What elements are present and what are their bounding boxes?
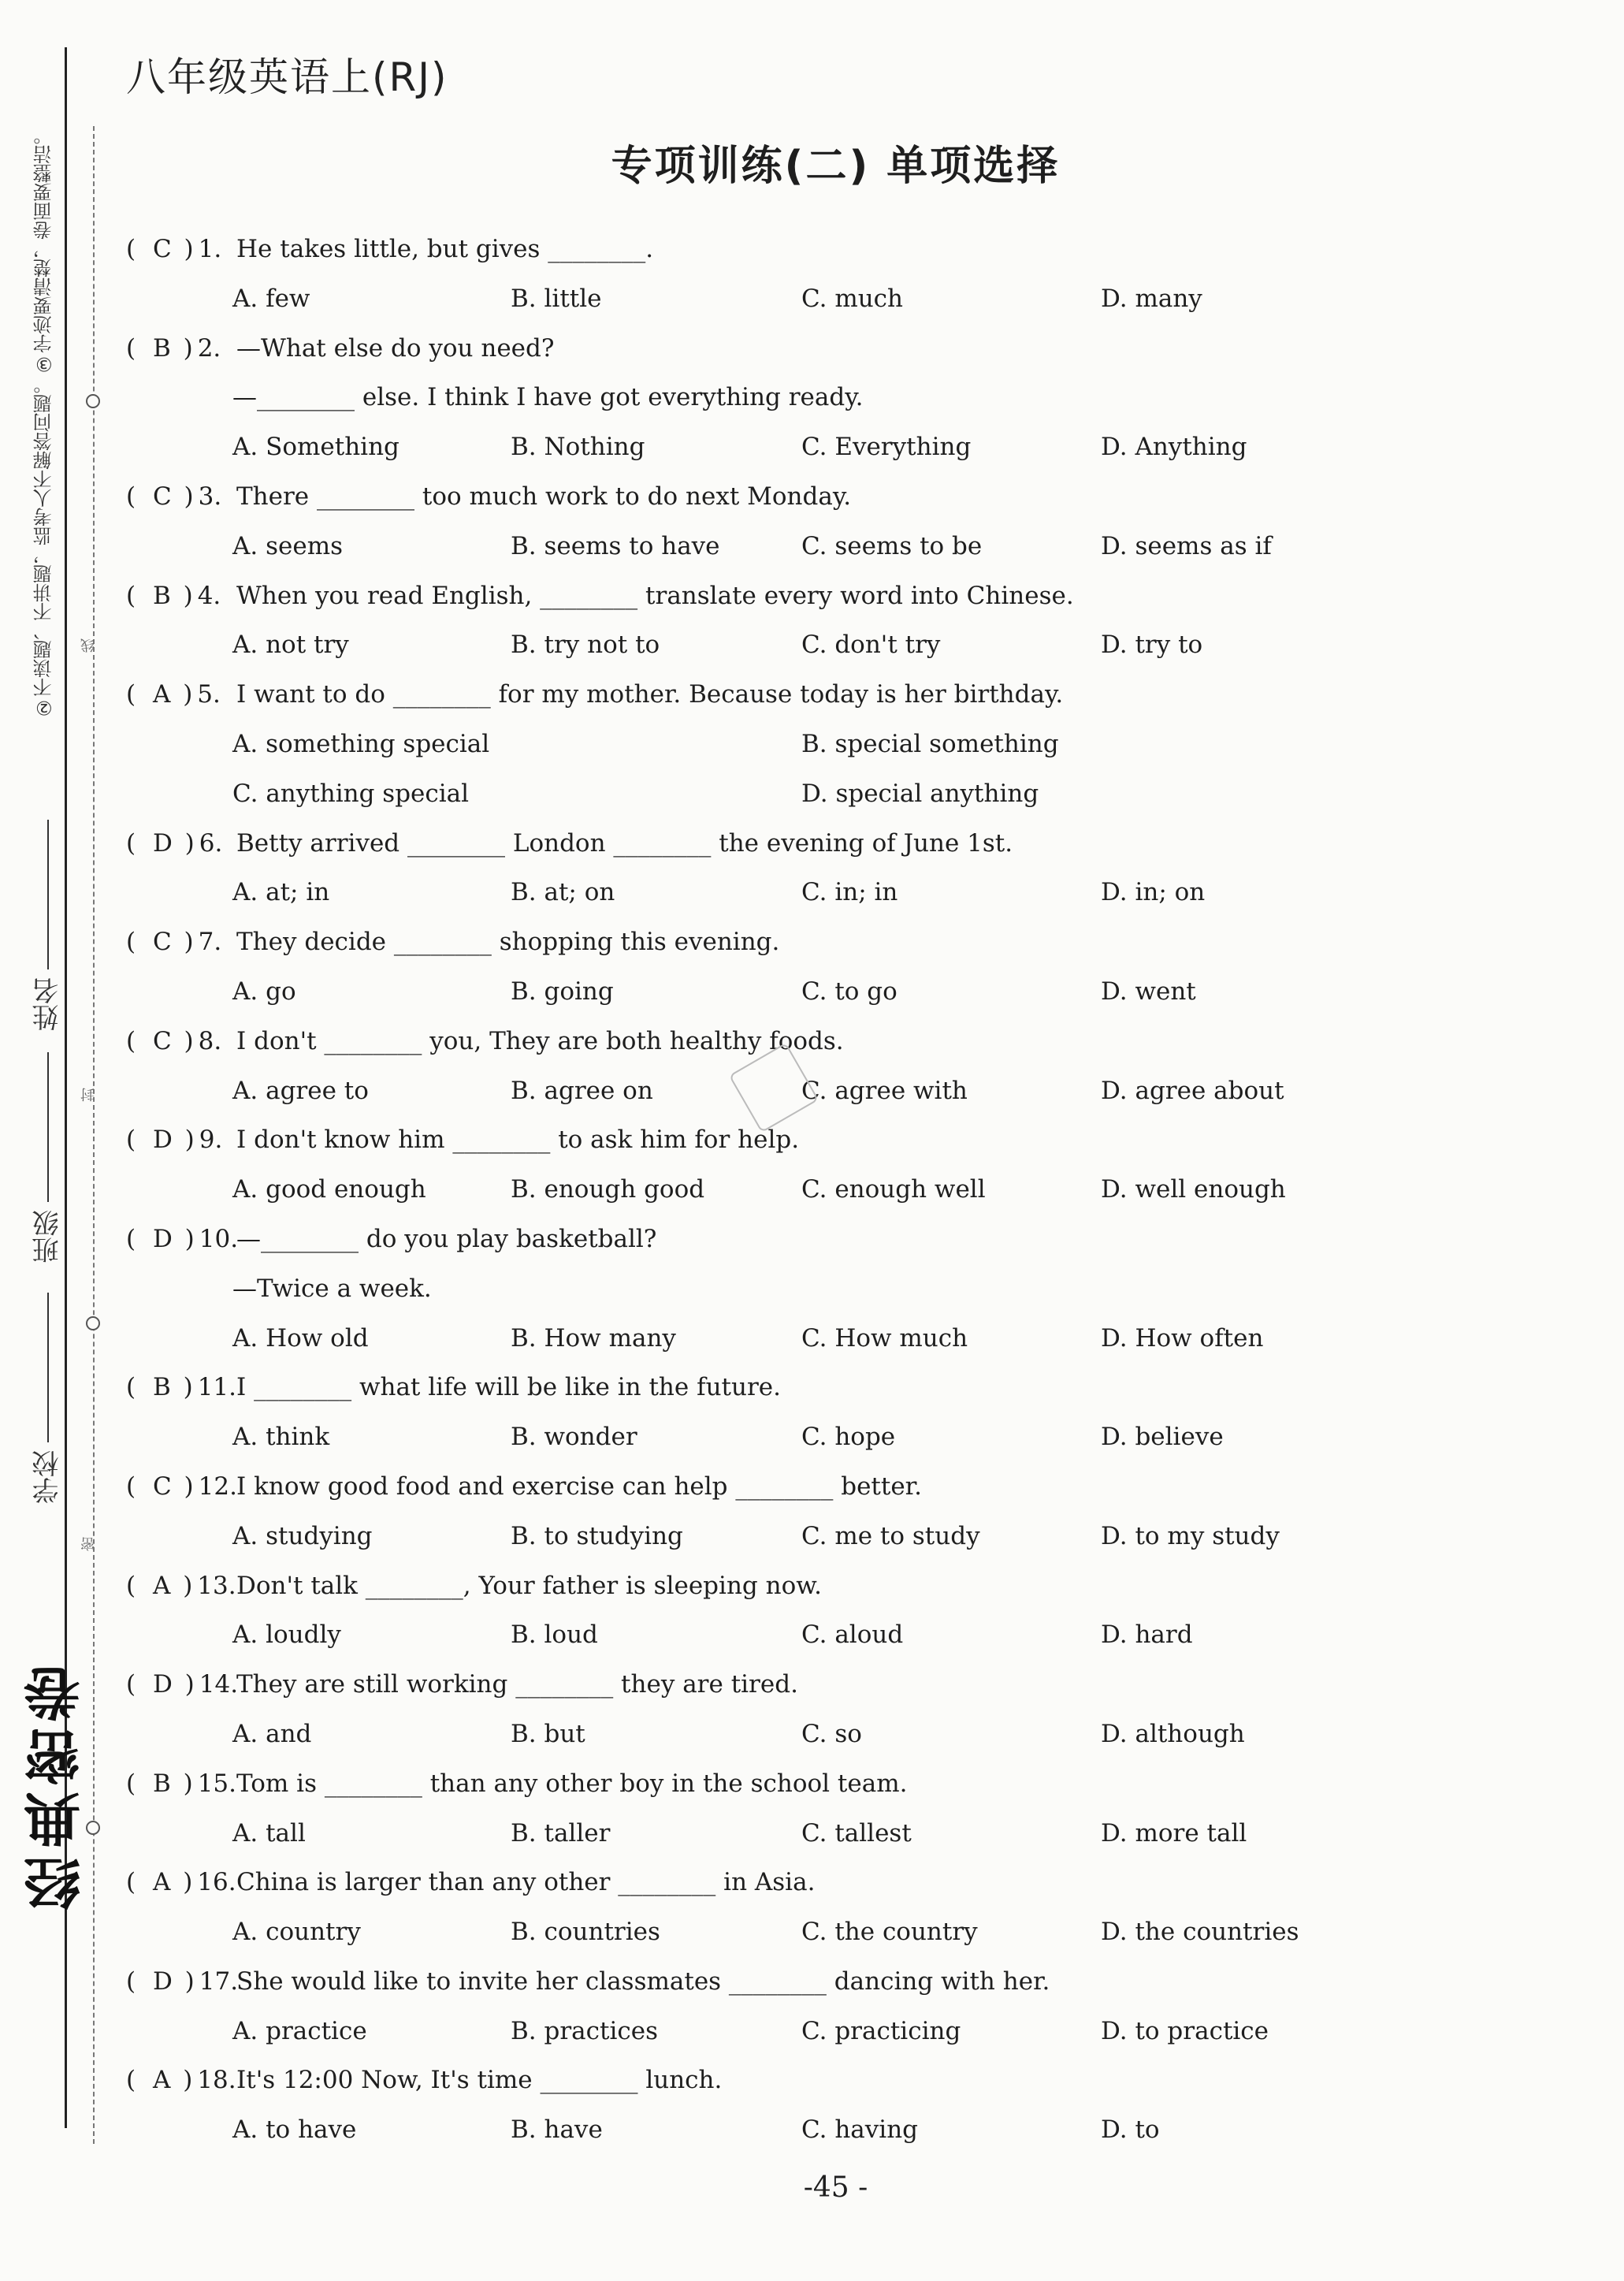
answer-marker: ( C )8. — [126, 1017, 236, 1066]
answer-marker: ( A )13. — [126, 1561, 236, 1611]
option-d: D. Anything — [1101, 433, 1247, 462]
answer-letter: C — [152, 928, 172, 957]
stem-text: I don't ________ you, They are both healthy foods. — [236, 1026, 844, 1055]
class-blank[interactable] — [47, 1052, 49, 1202]
option-c: C. enough well — [801, 1175, 986, 1204]
question-number: 12. — [198, 1472, 237, 1501]
option-d: D. believe — [1101, 1423, 1224, 1452]
option-b: B. Nothing — [511, 433, 645, 462]
option-a: A. country — [232, 1918, 361, 1947]
question-item — [126, 1115, 1560, 1215]
answer-letter: B — [152, 1373, 171, 1402]
option-c: C. tallest — [801, 1818, 912, 1847]
stem-text: China is larger than any other ________ in Asia. — [236, 1868, 816, 1897]
question-stem — [126, 571, 1560, 621]
option-a: A. How old — [232, 1323, 369, 1353]
question-stem — [126, 819, 1560, 869]
question-stem-continued: —Twice a week. — [232, 1274, 432, 1303]
question-item — [126, 1561, 1560, 1661]
stem-text: I want to do ________ for my mother. Because today is her birthday. — [236, 680, 1064, 709]
option-b: B. try not to — [511, 631, 660, 660]
option-c: C. me to study — [801, 1521, 980, 1550]
question-number: 18. — [197, 2066, 236, 2095]
option-d: D. many — [1101, 284, 1202, 313]
question-stem — [126, 324, 1560, 374]
question-item — [126, 1660, 1560, 1759]
option-d: D. agree about — [1101, 1076, 1284, 1105]
options-row — [126, 1412, 1560, 1462]
option-d: D. to my study — [1101, 1521, 1280, 1550]
option-c: C. Everything — [801, 433, 972, 462]
options-row — [126, 868, 1560, 917]
option-a: A. practice — [232, 2016, 367, 2045]
answer-marker: ( C )1. — [126, 225, 236, 274]
option-d: D. special anything — [801, 779, 1039, 808]
question-number: 1. — [198, 235, 222, 263]
stem-text: Tom is ________ than any other boy in the school team. — [236, 1769, 908, 1798]
option-c: C. anything special — [232, 779, 470, 808]
option-b: B. wonder — [511, 1423, 637, 1452]
question-stem — [126, 1957, 1560, 2007]
answer-letter: D — [152, 1967, 173, 1996]
stem-text: Betty arrived ________ London ________ the evening of June 1st. — [236, 828, 1013, 858]
option-b: B. at; on — [511, 878, 615, 907]
stem-text: Don't talk ________, Your father is sleeping now. — [236, 1571, 822, 1600]
options-row — [126, 422, 1560, 472]
page-number: -45 - — [803, 2171, 868, 2204]
stem-text: They decide ________ shopping this evening. — [236, 928, 780, 957]
question-number: 5. — [197, 680, 221, 709]
answer-marker: ( D )6. — [126, 819, 236, 869]
answer-marker: ( C )12. — [126, 1462, 236, 1512]
option-d: D. the countries — [1101, 1918, 1299, 1947]
option-d: D. try to — [1101, 631, 1203, 660]
option-c: C. don't try — [801, 631, 941, 660]
options-row — [126, 1165, 1560, 1215]
option-b: B. but — [511, 1719, 585, 1748]
options-row — [126, 1610, 1560, 1660]
option-b: B. little — [511, 284, 602, 313]
answer-marker: ( B )2. — [126, 324, 236, 374]
question-stem — [126, 1017, 1560, 1066]
question-number: 6. — [199, 828, 223, 858]
question-stem — [126, 1115, 1560, 1165]
options-row — [126, 1809, 1560, 1859]
option-a: A. something special — [232, 729, 490, 758]
answer-marker: ( C )7. — [126, 917, 236, 967]
option-c: C. much — [801, 284, 904, 313]
option-d: D. although — [1101, 1719, 1245, 1748]
question-item — [126, 1215, 1560, 1363]
question-number: 9. — [199, 1126, 223, 1155]
options-row — [126, 769, 1560, 819]
question-stem — [126, 670, 1560, 720]
option-d: D. well enough — [1101, 1175, 1286, 1204]
name-label: 姓名 — [32, 977, 64, 1031]
stem-text: I know good food and exercise can help ________ better. — [236, 1472, 922, 1501]
options-row — [126, 620, 1560, 670]
question-stem — [126, 917, 1560, 967]
option-c: C. having — [801, 2115, 919, 2145]
answer-letter: A — [152, 1868, 171, 1897]
question-stem — [126, 472, 1560, 522]
answer-letter: B — [152, 333, 171, 363]
stem-text: I ________ what life will be like in the future. — [236, 1373, 781, 1402]
question-item — [126, 917, 1560, 1017]
question-number: 7. — [198, 928, 222, 957]
question-item — [126, 1363, 1560, 1462]
option-a: A. agree to — [232, 1076, 369, 1105]
answer-marker: ( D )9. — [126, 1115, 236, 1165]
answer-marker: ( A )18. — [126, 2056, 236, 2105]
stem-text: I don't know him ________ to ask him for help. — [236, 1126, 800, 1155]
options-row — [126, 1512, 1560, 1561]
question-item — [126, 2056, 1560, 2155]
option-b: B. loud — [511, 1621, 598, 1650]
option-a: A. Something — [232, 433, 399, 462]
option-c: C. How much — [801, 1323, 968, 1353]
stem-text: There ________ too much work to do next Monday. — [236, 482, 852, 511]
option-d: D. seems as if — [1101, 531, 1272, 560]
option-c: C. hope — [801, 1423, 896, 1452]
option-b: B. seems to have — [511, 531, 720, 560]
answer-letter: C — [152, 235, 172, 263]
options-row — [126, 1314, 1560, 1364]
option-d: D. went — [1101, 977, 1196, 1006]
question-stem — [126, 1660, 1560, 1710]
brand-logo: 经典密卷 — [23, 1659, 90, 1911]
option-a: A. at; in — [232, 878, 330, 907]
options-row — [126, 2007, 1560, 2056]
answer-marker: ( B )4. — [126, 571, 236, 621]
school-blank[interactable] — [47, 1293, 49, 1442]
answer-letter: A — [152, 2066, 171, 2095]
stem-text: —________ do you play basketball? — [236, 1224, 657, 1253]
option-b: B. to studying — [511, 1521, 683, 1550]
book-title: 八年级英语上(RJ) — [126, 54, 448, 100]
option-b: B. countries — [511, 1918, 660, 1947]
cut-mark-seal: 封 — [80, 1088, 97, 1102]
option-b: B. taller — [511, 1818, 611, 1847]
option-c: C. aloud — [801, 1621, 904, 1650]
option-a: A. tall — [232, 1818, 306, 1847]
binding-hole — [86, 394, 100, 408]
question-stem — [126, 1858, 1560, 1907]
option-c: C. practicing — [801, 2016, 961, 2045]
option-b: B. practices — [511, 2016, 658, 2045]
question-number: 10. — [199, 1224, 239, 1253]
answer-marker: ( B )11. — [126, 1363, 236, 1412]
option-a: A. good enough — [232, 1175, 426, 1204]
option-a: A. to have — [232, 2115, 357, 2145]
option-a: A. and — [232, 1719, 312, 1748]
answer-letter: A — [152, 680, 171, 709]
stem-text: He takes little, but gives ________. — [236, 235, 654, 263]
options-row — [126, 274, 1560, 324]
question-item — [126, 1759, 1560, 1859]
stem-text: It's 12:00 Now, It's time ________ lunch. — [236, 2066, 723, 2095]
question-list — [126, 225, 1560, 2155]
stem-text: When you read English, ________ translate every word into Chinese. — [236, 581, 1074, 610]
question-item — [126, 819, 1560, 918]
question-number: 2. — [197, 333, 221, 363]
question-stem — [126, 225, 1560, 274]
school-label: 学校 — [32, 1450, 64, 1504]
answer-marker: ( D )14. — [126, 1660, 236, 1710]
options-row — [126, 720, 1560, 769]
question-number: 11. — [197, 1373, 236, 1402]
cut-mark-secret: 密 — [80, 1537, 97, 1551]
answer-marker: ( A )5. — [126, 670, 236, 720]
stem-text: —What else do you need? — [236, 333, 555, 363]
option-d: D. to practice — [1101, 2016, 1269, 2045]
answer-letter: D — [152, 1126, 173, 1155]
stem-text: They are still working ________ they are tired. — [236, 1670, 798, 1699]
option-a: A. not try — [232, 631, 349, 660]
option-d: D. in; on — [1101, 878, 1206, 907]
question-stem — [126, 1561, 1560, 1611]
option-d: D. hard — [1101, 1621, 1193, 1650]
answer-letter: D — [152, 828, 173, 858]
question-number: 8. — [198, 1026, 222, 1055]
option-a: A. seems — [232, 531, 343, 560]
question-item — [126, 1858, 1560, 1957]
question-stem — [126, 1215, 1560, 1264]
options-row — [126, 967, 1560, 1017]
cut-mark-line: 线 — [80, 638, 97, 653]
section-title: 专项训练(二) 单项选择 — [611, 143, 1061, 190]
option-b: B. enough good — [511, 1175, 705, 1204]
answer-letter: C — [152, 1026, 172, 1055]
answer-letter: C — [152, 1472, 172, 1501]
option-d: D. How often — [1101, 1323, 1264, 1353]
option-c: C. seems to be — [801, 531, 983, 560]
question-stem — [126, 2056, 1560, 2105]
question-number: 13. — [197, 1571, 236, 1600]
option-c: C. to go — [801, 977, 897, 1006]
question-item — [126, 1017, 1560, 1116]
question-number: 16. — [197, 1868, 236, 1897]
option-a: A. think — [232, 1423, 330, 1452]
option-c: C. so — [801, 1719, 862, 1748]
question-stem — [126, 1462, 1560, 1512]
option-a: A. studying — [232, 1521, 373, 1550]
class-label: 班级 — [32, 1210, 64, 1263]
option-b: B. have — [511, 2115, 603, 2145]
question-item — [126, 1957, 1560, 2056]
answer-letter: A — [152, 1571, 171, 1600]
option-b: B. special something — [801, 729, 1059, 758]
option-a: A. loudly — [232, 1621, 341, 1650]
question-stem-continued: —________ else. I think I have got everything ready. — [232, 383, 864, 412]
options-row — [126, 1710, 1560, 1759]
option-a: A. go — [232, 977, 296, 1006]
answer-letter: B — [152, 1769, 171, 1798]
question-item — [126, 670, 1560, 818]
question-stem — [126, 1759, 1560, 1809]
answer-marker: ( B )15. — [126, 1759, 236, 1809]
question-number: 17. — [199, 1967, 239, 1996]
name-blank[interactable] — [47, 820, 49, 969]
answer-letter: D — [152, 1224, 173, 1253]
answer-marker: ( D )17. — [126, 1957, 236, 2007]
options-row — [126, 1907, 1560, 1957]
option-c: C. in; in — [801, 878, 898, 907]
answer-marker: ( D )10. — [126, 1215, 236, 1264]
binding-hole — [86, 1316, 100, 1330]
question-number: 4. — [197, 581, 221, 610]
question-number: 3. — [198, 482, 222, 511]
question-item — [126, 472, 1560, 571]
option-d: D. to — [1101, 2115, 1160, 2145]
answer-marker: ( A )16. — [126, 1858, 236, 1907]
question-item — [126, 324, 1560, 472]
question-item — [126, 571, 1560, 671]
answer-marker: ( C )3. — [126, 472, 236, 522]
question-item — [126, 1462, 1560, 1561]
option-a: A. few — [232, 284, 310, 313]
options-row — [126, 1066, 1560, 1116]
answer-letter: C — [152, 482, 172, 511]
question-stem — [126, 1363, 1560, 1412]
option-b: B. How many — [511, 1323, 676, 1353]
stem-text: She would like to invite her classmates ________ dancing with her. — [236, 1967, 1050, 1996]
answer-letter: B — [152, 581, 171, 610]
option-d: D. more tall — [1101, 1818, 1247, 1847]
option-b: B. agree on — [511, 1076, 653, 1105]
answer-letter: D — [152, 1670, 173, 1699]
option-b: B. going — [511, 977, 614, 1006]
question-number: 15. — [197, 1769, 236, 1798]
options-row — [126, 2105, 1560, 2155]
exam-notice: ②不读题、不讲题，监考人不解答问题。③字迹要清楚，卷面要整洁。 — [33, 126, 55, 719]
options-row — [126, 522, 1560, 571]
question-number: 14. — [199, 1670, 239, 1699]
option-c: C. agree with — [801, 1076, 968, 1105]
option-c: C. the country — [801, 1918, 978, 1947]
question-item — [126, 225, 1560, 324]
